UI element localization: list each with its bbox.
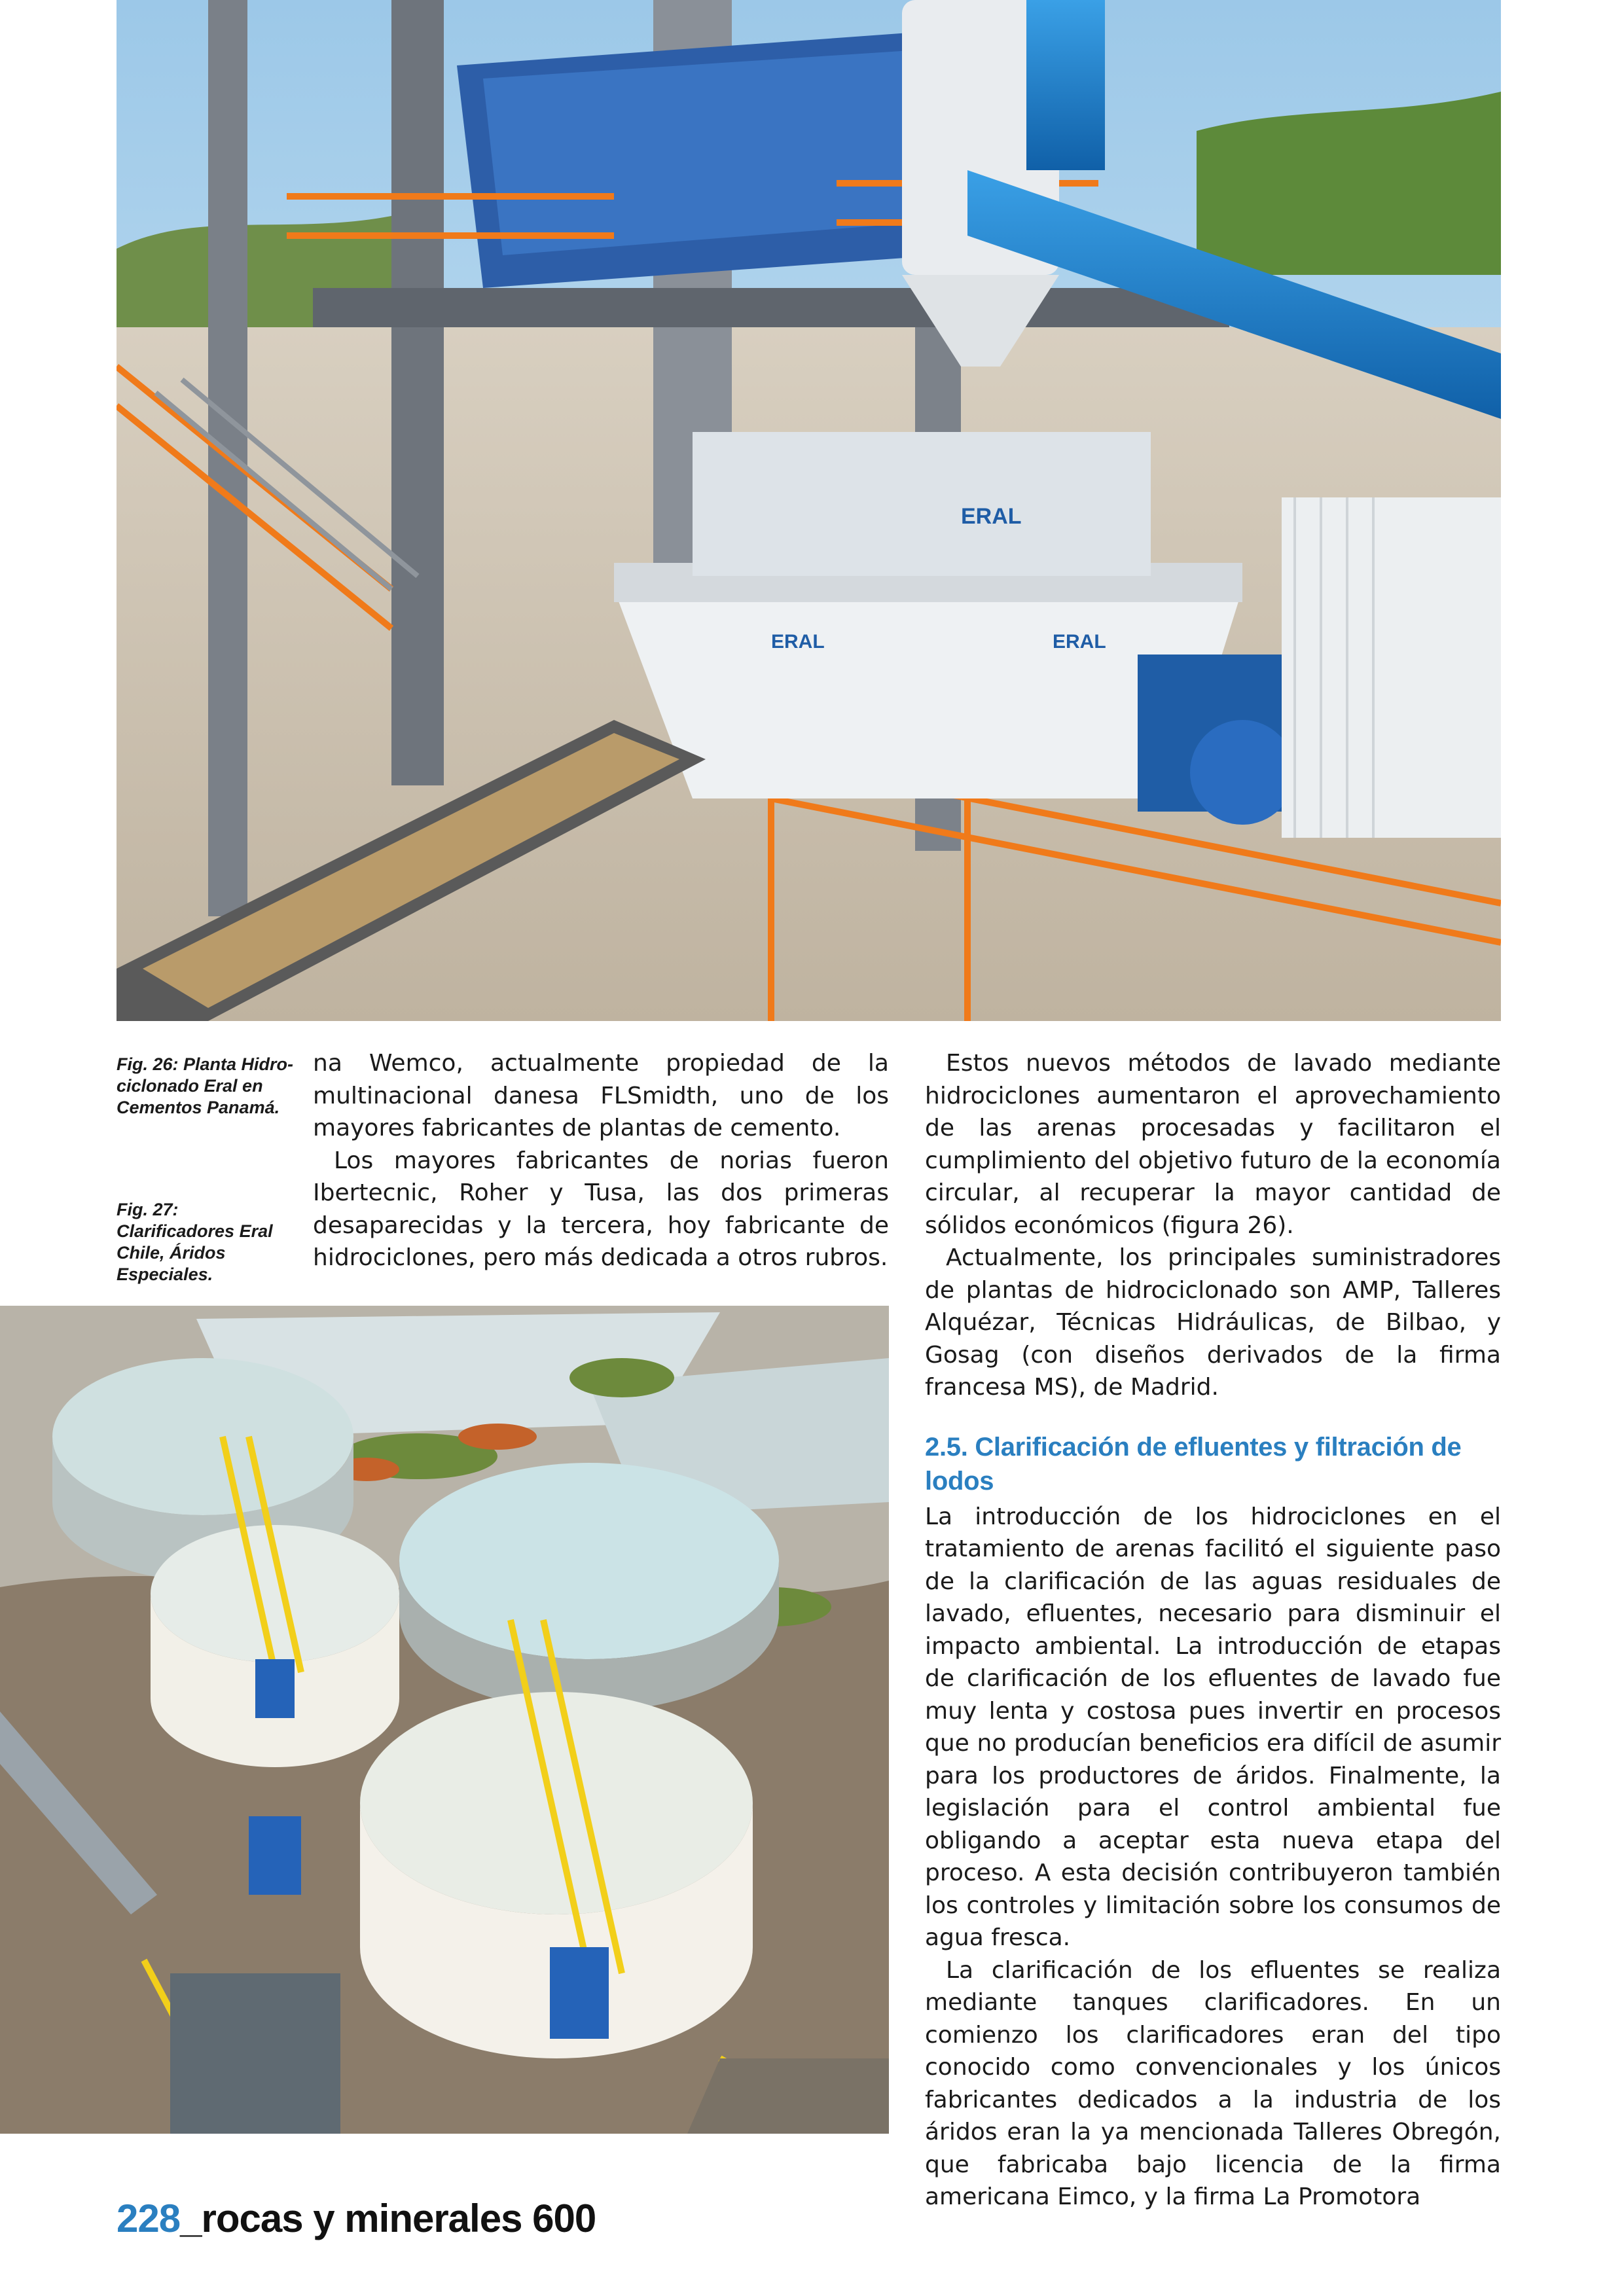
paragraph: La introducción de los hidrociclones en el tratamiento de arenas facilitó el siguiente paso de la clarificación de las aguas residuales de lavado, efluentes, necesario para disminuir el impacto ambiental. La introducción de etapas de clarificación de los efluentes de lavado fue muy lenta y costosa pues invertir en procesos que no producían beneficios era difícil de asumir para los productores de áridos. Finalmente, la legislación para el control ambiental fue obligando a aceptar esta nueva etapa del proceso. A esta decisión contribuyeron también los controles y limitación sobre los consumos de agua fresca. — [925, 1503, 1501, 1951]
page-number: 228 — [117, 2197, 181, 2240]
publication-name: _rocas y minerales 600 — [180, 2197, 596, 2240]
figure-26-photo — [117, 0, 1501, 1021]
figure-26-caption: Fig. 26: Planta Hidro-ciclonado Eral en Cementos Panamá. — [117, 1054, 294, 1117]
right-column — [925, 1047, 1501, 2214]
paragraph: Estos nuevos métodos de lavado mediante hidrociclones aumentaron el aprovechamiento de las arenas procesadas y facilitaron el cumplimiento del objetivo futuro de la economía circular, al recuperar la mayor cantidad de sólidos económicos (figura 26). — [925, 1050, 1501, 1239]
paragraph: Los mayores fabricantes de norias fueron Ibertecnic, Roher y Tusa, las dos primeras desaparecidas y la tercera, hoy fabricante de hidrociclones, pero más dedicada a otros rubros. — [313, 1147, 889, 1271]
eral-logo-3: ERAL — [1053, 631, 1106, 653]
hydrocyclone-plant-image — [117, 0, 1501, 1021]
clarifier-tanks-image — [0, 1306, 889, 2134]
paragraph: Actualmente, los principales suministradores de plantas de hidrociclonado son AMP, Talleres Alquézar, Técnicas Hidráulicas, de Bilbao, y Gosag (con diseños derivados de la firma francesa MS), de Madrid. — [925, 1244, 1501, 1401]
paragraph: na Wemco, actualmente propiedad de la multinacional danesa FLSmidth, uno de los mayores fabricantes de plantas de cemento. — [313, 1050, 889, 1141]
figure-27-photo — [0, 1306, 889, 2134]
middle-column — [313, 1047, 889, 1274]
paragraph: La clarificación de los efluentes se realiza mediante tanques clarificadores. En un comienzo los clarificadores eran del tipo conocido como convencionales y los únicos fabricantes dedicados a la industria de los áridos eran la ya mencionada Talleres Obregón, que fabricaba bajo licencia de la firma americana Eimco, y la firma La Promotora — [925, 1956, 1501, 2210]
eral-logo-1: ERAL — [961, 504, 1022, 529]
eral-logo-2: ERAL — [771, 631, 825, 653]
page-footer — [117, 2196, 596, 2242]
section-heading: 2.5. Clarificación de efluentes y filtración de lodos — [925, 1432, 1462, 1496]
figure-27-caption: Fig. 27: Clarificadores Eral Chile, Áridos Especiales. — [117, 1200, 273, 1284]
